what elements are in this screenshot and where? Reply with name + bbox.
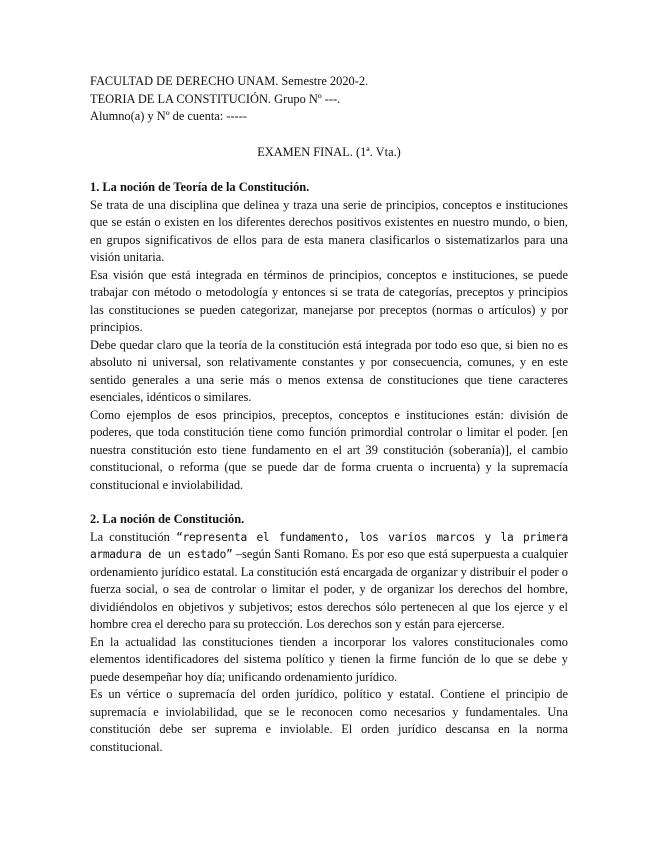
section2-paragraph-2: En la actualidad las constituciones tienden a incorporar los valores constitucionales como elementos identificadores del sistema político y tienen la firme función de lo que se debe y puede desempeñar hoy día; unificando ordenamiento jurídico. bbox=[90, 634, 568, 684]
header-course: TEORIA DE LA CONSTITUCIÓN. Grupo Nº ---. bbox=[90, 91, 341, 106]
santi-romano-quote: “representa el fundamento, los varios marcos y la primera armadura de un estado” bbox=[90, 530, 568, 561]
section2-heading: 2. La noción de Constitución. bbox=[90, 512, 245, 526]
section2-paragraph-1 bbox=[90, 529, 568, 634]
document-page bbox=[90, 73, 568, 756]
header-faculty: FACULTAD DE DERECHO UNAM. Semestre 2020-2. bbox=[90, 74, 369, 88]
section1-paragraph-2: Esa visión que está integrada en términos de principios, conceptos e instituciones, se puede trabajar con método o metodología y entonces si se trata de categorías, preceptos y principios las constituciones se pueden categorizar, manejarse por preceptos (normas o artículos) y por principios. bbox=[90, 267, 568, 334]
exam-title: EXAMEN FINAL. (1ª. Vta.) bbox=[257, 144, 401, 159]
section1-heading: 1. La noción de Teoría de la Constitución. bbox=[90, 180, 310, 194]
header-student: Alumno(a) y Nº de cuenta: ----- bbox=[90, 109, 247, 123]
section2-paragraph-3: Es un vértice o supremacía del orden jurídico, político y estatal. Contiene el principio de supremacía e inviolabilidad, que se le reconocen como necesarios y fundamentales. Una constitución debe ser suprema e inviolable. El orden jurídico descansa en la norma constitucional. bbox=[90, 687, 568, 754]
section1-paragraph-1: Se trata de una disciplina que delinea y traza una serie de principios, conceptos e instituciones que se están o existen en los diferentes derechos positivos existentes en nuestro mundo, o bien, en grupos significativos de ellos para de esta manera clasificarlos o sistematizarlos para una visión unitaria. bbox=[90, 197, 568, 264]
section2-p1-prefix: La constitución bbox=[90, 529, 177, 544]
section2-p1-suffix: –según Santi Romano. Es por eso que está superpuesta a cualquier ordenamiento jurídico estatal. La constitución está encargada de organizar y distribuir el poder o fuerza social, o sea de controlar o limitar el poder, y de organizar los derechos del hombre, dividiéndolos en objetivos y subjetivos; estos derechos sólo pertenecen al que los ejerce y el hombre crea el derecho para su protección. Los derechos son y están para ejercerse. bbox=[90, 547, 568, 631]
section1-paragraph-4: Como ejemplos de esos principios, preceptos, conceptos e instituciones están: división de poderes, que toda constitución tiene como función primordial controlar o limitar el poder. [en nuestra constitución esto tiene fundamento en el art 39 constitución (soberanía)], el cambio constitucional, o reforma (que se puede dar de forma cruenta o incruenta) y la supremacía constitucional e inviolabilidad. bbox=[90, 407, 568, 492]
section1-paragraph-3: Debe quedar claro que la teoría de la constitución está integrada por todo eso que, si bien no es absoluto ni universal, son relativamente constantes y por consecuencia, comunes, y en este sentido generales a una serie más o menos extensa de constituciones que tiene caracteres esenciales, idénticos o similares. bbox=[90, 337, 568, 404]
